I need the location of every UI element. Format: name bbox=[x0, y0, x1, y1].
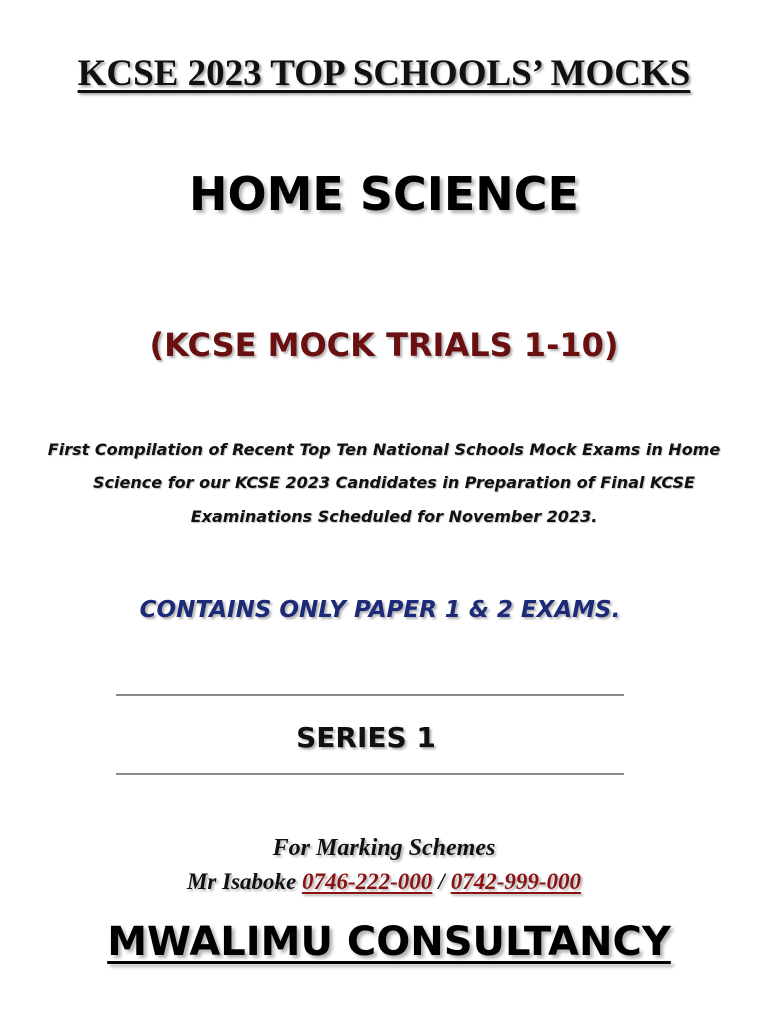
contact-line bbox=[0, 866, 768, 898]
description-line-1: First Compilation of Recent Top Ten National Schools Mock Exams in Home bbox=[47, 440, 721, 459]
divider-bottom bbox=[116, 773, 624, 775]
description-line-2: Science for our KCSE 2023 Candidates in Preparation of Final KCSE bbox=[93, 473, 695, 492]
series-label: SERIES 1 bbox=[296, 721, 436, 754]
phone-number-1[interactable]: 0746-222-000 bbox=[301, 869, 433, 894]
subject-heading: HOME SCIENCE bbox=[189, 167, 579, 221]
contact-name: Mr Isaboke bbox=[186, 869, 297, 894]
marking-schemes-heading: For Marking Schemes bbox=[272, 835, 496, 861]
mock-trials-subheading: (KCSE MOCK TRIALS 1-10) bbox=[149, 326, 619, 364]
document-title: KCSE 2023 TOP SCHOOLS’ MOCKS bbox=[77, 53, 691, 94]
phone-separator: / bbox=[438, 869, 445, 894]
description-line-3: Examinations Scheduled for November 2023. bbox=[190, 507, 598, 526]
divider-top bbox=[116, 694, 624, 696]
phone-number-2[interactable]: 0742-999-000 bbox=[450, 869, 582, 894]
contents-note: CONTAINS ONLY PAPER 1 & 2 EXAMS. bbox=[139, 597, 621, 623]
brand-footer: MWALIMU CONSULTANCY bbox=[107, 919, 671, 965]
